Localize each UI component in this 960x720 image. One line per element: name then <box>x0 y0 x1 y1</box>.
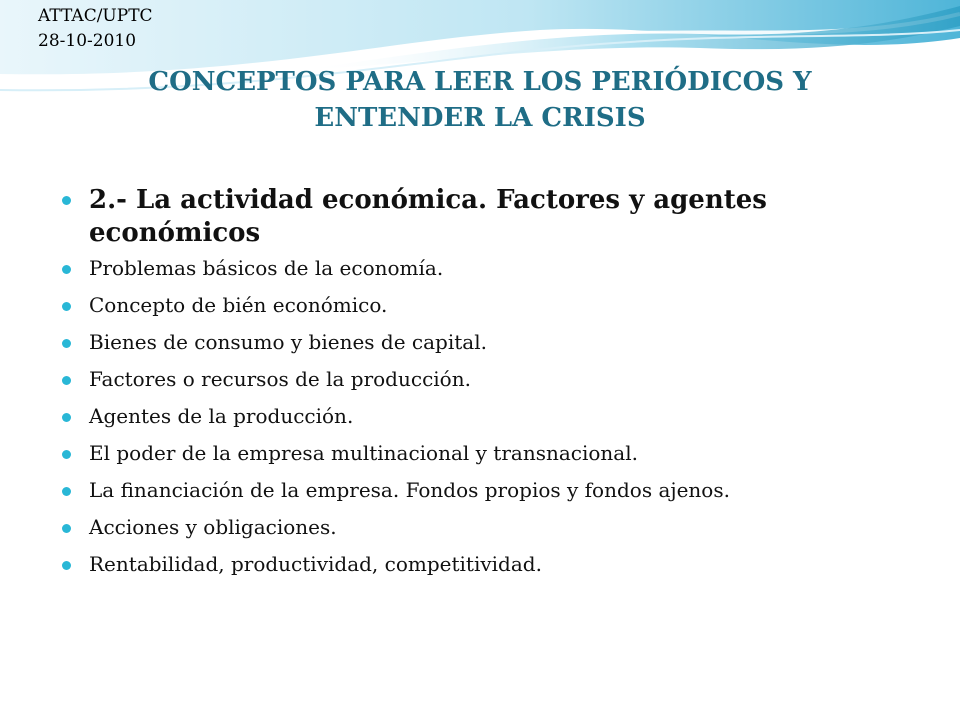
list-item <box>60 441 900 466</box>
date-label: 28-10-2010 <box>38 31 137 51</box>
header-meta <box>38 4 153 54</box>
bullet-dot-icon <box>62 450 71 459</box>
list-item-text: Bienes de consumo y bienes de capital. <box>89 330 487 354</box>
list-item <box>60 256 900 281</box>
bullet-dot-icon <box>62 524 71 533</box>
list-item <box>60 293 900 318</box>
bullet-dot-icon <box>62 302 71 311</box>
slide-title: CONCEPTOS PARA LEER LOS PERIÓDICOS Y ENTENDER LA CRISIS <box>148 67 812 133</box>
bullet-dot-icon <box>62 196 71 205</box>
bullet-list <box>60 184 900 589</box>
bullet-dot-icon <box>62 376 71 385</box>
list-item-text: Agentes de la producción. <box>89 404 354 428</box>
list-item-text: Factores o recursos de la producción. <box>89 367 471 391</box>
list-item-text: Acciones y obligaciones. <box>89 515 337 539</box>
main-bullet-item <box>60 184 900 250</box>
bullet-dot-icon <box>62 487 71 496</box>
list-item <box>60 552 900 577</box>
list-item <box>60 367 900 392</box>
bullet-dot-icon <box>62 561 71 570</box>
bullet-dot-icon <box>62 413 71 422</box>
list-item-text: Concepto de bién económico. <box>89 293 388 317</box>
list-item-text: Problemas básicos de la economía. <box>89 256 444 280</box>
list-item <box>60 330 900 355</box>
list-item <box>60 478 900 503</box>
main-bullet-text: 2.- La actividad económica. Factores y agentes económicos <box>89 185 767 248</box>
list-item <box>60 404 900 429</box>
author-label: ATTAC/UPTC <box>38 6 153 26</box>
bullet-dot-icon <box>62 339 71 348</box>
list-item-text: El poder de la empresa multinacional y transnacional. <box>89 441 638 465</box>
list-item <box>60 515 900 540</box>
list-item-text: Rentabilidad, productividad, competitividad. <box>89 552 542 576</box>
list-item-text: La financiación de la empresa. Fondos propios y fondos ajenos. <box>89 478 730 502</box>
bullet-dot-icon <box>62 265 71 274</box>
